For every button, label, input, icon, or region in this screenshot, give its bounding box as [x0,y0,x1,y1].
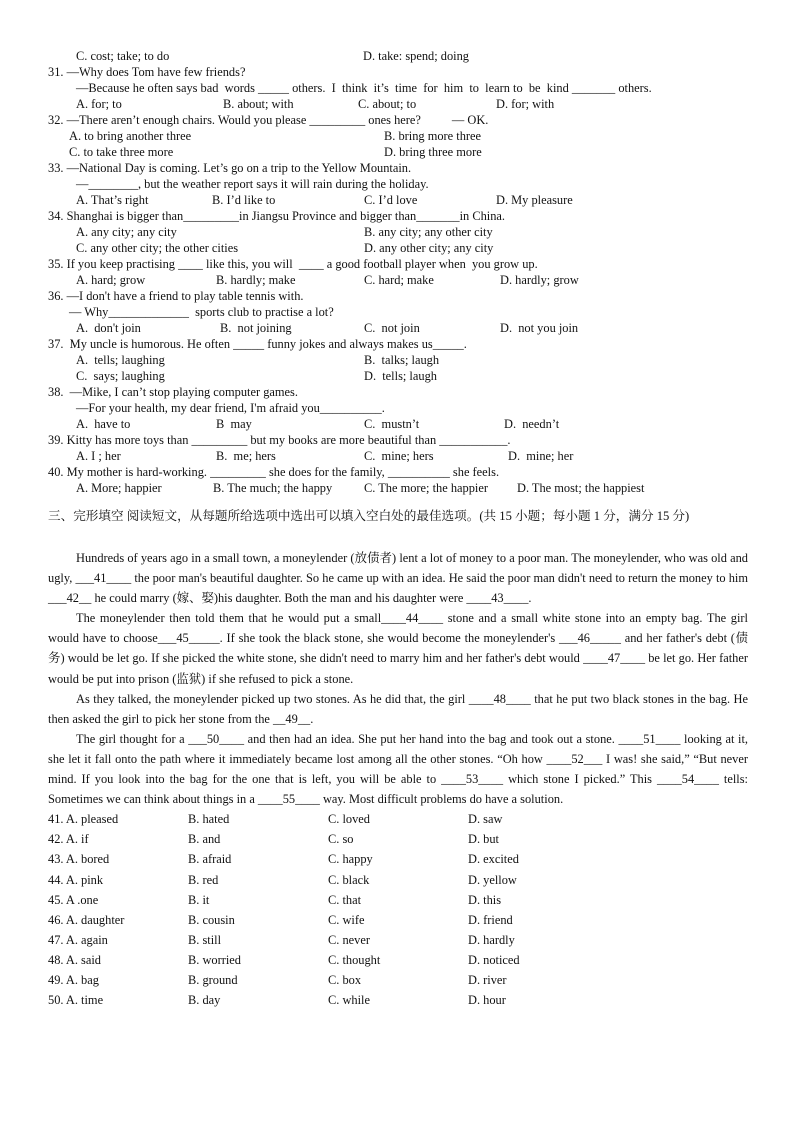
option-b: B. day [188,993,221,1008]
option-a: 43. A. bored [48,852,110,867]
cloze-option-row-43 [48,849,748,869]
cloze-option-row-46 [48,910,748,930]
option-c: C. to take three more [69,145,174,159]
option-a: A. That’s right [76,193,149,207]
question-40-stem [48,464,748,480]
question-39-options [48,448,748,464]
option-a: A. for; to [76,97,122,111]
option-c: C. thought [328,952,381,967]
dialogue-line: — Why_____________ sports club to practise a lot? [69,305,334,319]
option-d: D. needn’t [504,417,560,431]
question-33-stem [48,160,748,176]
option-d: D. hour [468,993,506,1008]
question-35-stem [48,256,748,272]
question-32-options-row2 [48,144,748,160]
question-37-options-row1 [48,352,748,368]
option-d: D. noticed [468,952,520,967]
cloze-option-row-49 [48,970,748,990]
question-34-stem [48,208,748,224]
option-a: 45. A .one [48,892,99,907]
option-b: B. worried [188,952,241,967]
cloze-option-row-44 [48,870,748,890]
cloze-option-row-50 [48,990,748,1010]
option-c: C. loved [328,812,370,827]
option-c: C. not join [364,321,420,335]
option-a: A. hard; grow [76,273,146,287]
option-b: B. ground [188,972,238,987]
option-b: B. and [188,832,221,847]
dialogue-line: —________, but the weather report says it will rain during the holiday. [76,177,429,191]
question-text: 33. —National Day is coming. Let’s go on a trip to the Yellow Mountain. [48,161,412,175]
option-b: B. afraid [188,852,232,867]
question-35-options [48,272,748,288]
question-31-stem [48,64,748,80]
option-b: B. talks; laugh [364,353,440,367]
option-b: B. hardly; make [216,273,296,287]
option-b: B. I’d like to [212,193,276,207]
question-text: 36. —I don't have a friend to play table tennis with. [48,289,304,303]
cloze-option-row-42 [48,829,748,849]
dialogue-line: —For your health, my dear friend, I'm afraid you__________. [76,401,385,415]
passage-paragraph: Hundreds of years ago in a small town, a moneylender (放债者) lent a lot of money to a poor man. The moneylender, who was old and ugly, ___41____ the poor man's beautiful daughter. So he came up with an idea. He said the poor man didn't need to return the money to him ___42__ he could marry (嫁、娶)his daughter. Both the man and his daughter were ____43____. [48,551,748,606]
option-a: 41. A. pleased [48,812,119,827]
question-34-options-row2 [48,240,748,256]
option-d: D. tells; laugh [364,369,437,383]
option-c: C. mine; hers [364,449,434,463]
question-text: 40. My mother is hard-working. _________ she does for the family, __________ she feels. [48,465,500,479]
option-a: 44. A. pink [48,872,104,887]
option-a: 42. A. if [48,832,89,847]
question-text: 35. If you keep practising ____ like this, you will ____ a good football player when you grow up. [48,257,538,271]
option-b: B. me; hers [216,449,276,463]
option-c: C. that [328,892,362,907]
option-d: D. this [468,892,502,907]
option-d: D. for; with [496,97,555,111]
option-d: D. hardly [468,932,515,947]
question-text: 39. Kitty has more toys than _________ but my books are more beautiful than ___________. [48,433,511,447]
section-heading: 三、完形填空 阅读短文，从每题所给选项中选出可以填入空白处的最佳选项。(共 15 小题；每小题 1 分，满分 15 分) [48,509,690,523]
option-c: C. cost; take; to do [76,49,170,63]
option-c: C. happy [328,852,373,867]
question-30-options [48,48,748,64]
option-b: B. The much; the happy [213,481,333,495]
option-c: C. so [328,832,354,847]
option-c: C. says; laughing [76,369,165,383]
question-text: 31. —Why does Tom have few friends? [48,65,246,79]
option-a: A. More; happier [76,481,162,495]
option-a: A. tells; laughing [76,353,165,367]
passage-paragraph: The moneylender then told them that he would put a small____44____ stone and a small white stone into an empty bag. The girl would have to choose___45_____. If she took the black stone, she would become the moneylender's ___46_____ and her father's debt (债务) would be let go. If she picked the white stone, she didn't need to marry him and her father's debt would ____47____ be let go. Her father would be put into prison (监狱) if she refused to pick a stone. [48,611,748,686]
question-40-options [48,480,748,496]
option-d: D. not you join [500,321,579,335]
cloze-options [48,809,748,1010]
option-d: D. saw [468,812,503,827]
question-34-options-row1 [48,224,748,240]
option-a: A. have to [76,417,131,431]
question-36-stem [48,288,748,304]
option-b: B. cousin [188,912,235,927]
option-d: D. My pleasure [496,193,573,207]
option-a: 49. A. bag [48,972,99,987]
option-d: D. friend [468,912,513,927]
option-a: 50. A. time [48,993,104,1008]
cloze-option-row-48 [48,950,748,970]
option-b: B. bring more three [384,129,482,143]
option-b: B may [216,417,252,431]
option-b: B. it [188,892,210,907]
option-a: 48. A. said [48,952,102,967]
cloze-option-row-41 [48,809,748,829]
cloze-option-row-47 [48,930,748,950]
option-b: B. not joining [220,321,292,335]
question-text: 34. Shanghai is bigger than_________in Jiangsu Province and bigger than_______in China. [48,209,506,223]
question-31-sub [48,80,748,96]
option-c: C. while [328,993,370,1008]
question-32-stem [48,112,748,128]
option-c: C. The more; the happier [364,481,488,495]
question-38-options [48,416,748,432]
option-d: D. take: spend; doing [363,49,469,63]
option-c: C. I’d love [364,193,418,207]
option-b: B. any city; any other city [364,225,493,239]
question-37-stem [48,336,748,352]
question-39-stem [48,432,748,448]
option-a: 47. A. again [48,932,108,947]
option-a: A. to bring another three [69,129,192,143]
cloze-option-row-45 [48,890,748,910]
option-c: C. wife [328,912,365,927]
option-c: C. hard; make [364,273,434,287]
option-b: B. still [188,932,222,947]
question-38-stem [48,384,748,400]
dialogue-line: —Because he often says bad words _____ others. I think it’s time for him to learn to be kind _______ others. [76,81,652,95]
question-33-sub [48,176,748,192]
exam-page [48,48,748,1010]
option-d: D. river [468,972,507,987]
option-b: B. about; with [223,97,294,111]
option-d: D. but [468,832,499,847]
option-c: C. any other city; the other cities [76,241,239,255]
question-text: 32. —There aren’t enough chairs. Would you please _________ ones here? — OK. [48,113,489,127]
option-c: C. black [328,872,370,887]
option-b: B. hated [188,812,230,827]
question-text: 38. —Mike, I can’t stop playing computer games. [48,385,298,399]
option-a: A. I ; her [76,449,121,463]
option-c: C. box [328,972,362,987]
option-d: D. yellow [468,872,517,887]
question-33-options [48,192,748,208]
question-38-sub [48,400,748,416]
question-36-sub [48,304,748,320]
option-a: A. don't join [76,321,141,335]
option-d: D. mine; her [508,449,574,463]
question-32-options-row1 [48,128,748,144]
option-c: C. mustn’t [364,417,420,431]
option-a: A. any city; any city [76,225,177,239]
question-36-options [48,320,748,336]
option-d: D. excited [468,852,519,867]
option-d: D. bring three more [384,145,482,159]
option-b: B. red [188,872,219,887]
option-d: D. The most; the happiest [517,481,645,495]
passage-paragraph: As they talked, the moneylender picked up two stones. As he did that, the girl ____48____ that he put two black stones in the bag. He then asked the girl to pick her stone from the __49__. [48,691,748,726]
question-text: 37. My uncle is humorous. He often _____ funny jokes and always makes us_____. [48,337,467,351]
option-d: D. any other city; any city [364,241,494,255]
option-a: 46. A. daughter [48,912,125,927]
option-c: C. never [328,932,370,947]
option-c: C. about; to [358,97,417,111]
option-d: D. hardly; grow [500,273,579,287]
question-37-options-row2 [48,368,748,384]
question-31-options [48,96,748,112]
passage-paragraph: The girl thought for a ___50____ and then had an idea. She put her hand into the bag and took out a stone. ____51____ looking at it, she let it fall onto the path where it immediately became lost among all the other stones. “Oh how ____52___ I was! she said,” “But never mind. If you look into the bag for the one that is left, you will be able to ____53____ which stone I picked.” This ____54____ tells: Sometimes we can think about things in a ____55____ way. Most difficult problems do have a solution. [48,731,748,807]
